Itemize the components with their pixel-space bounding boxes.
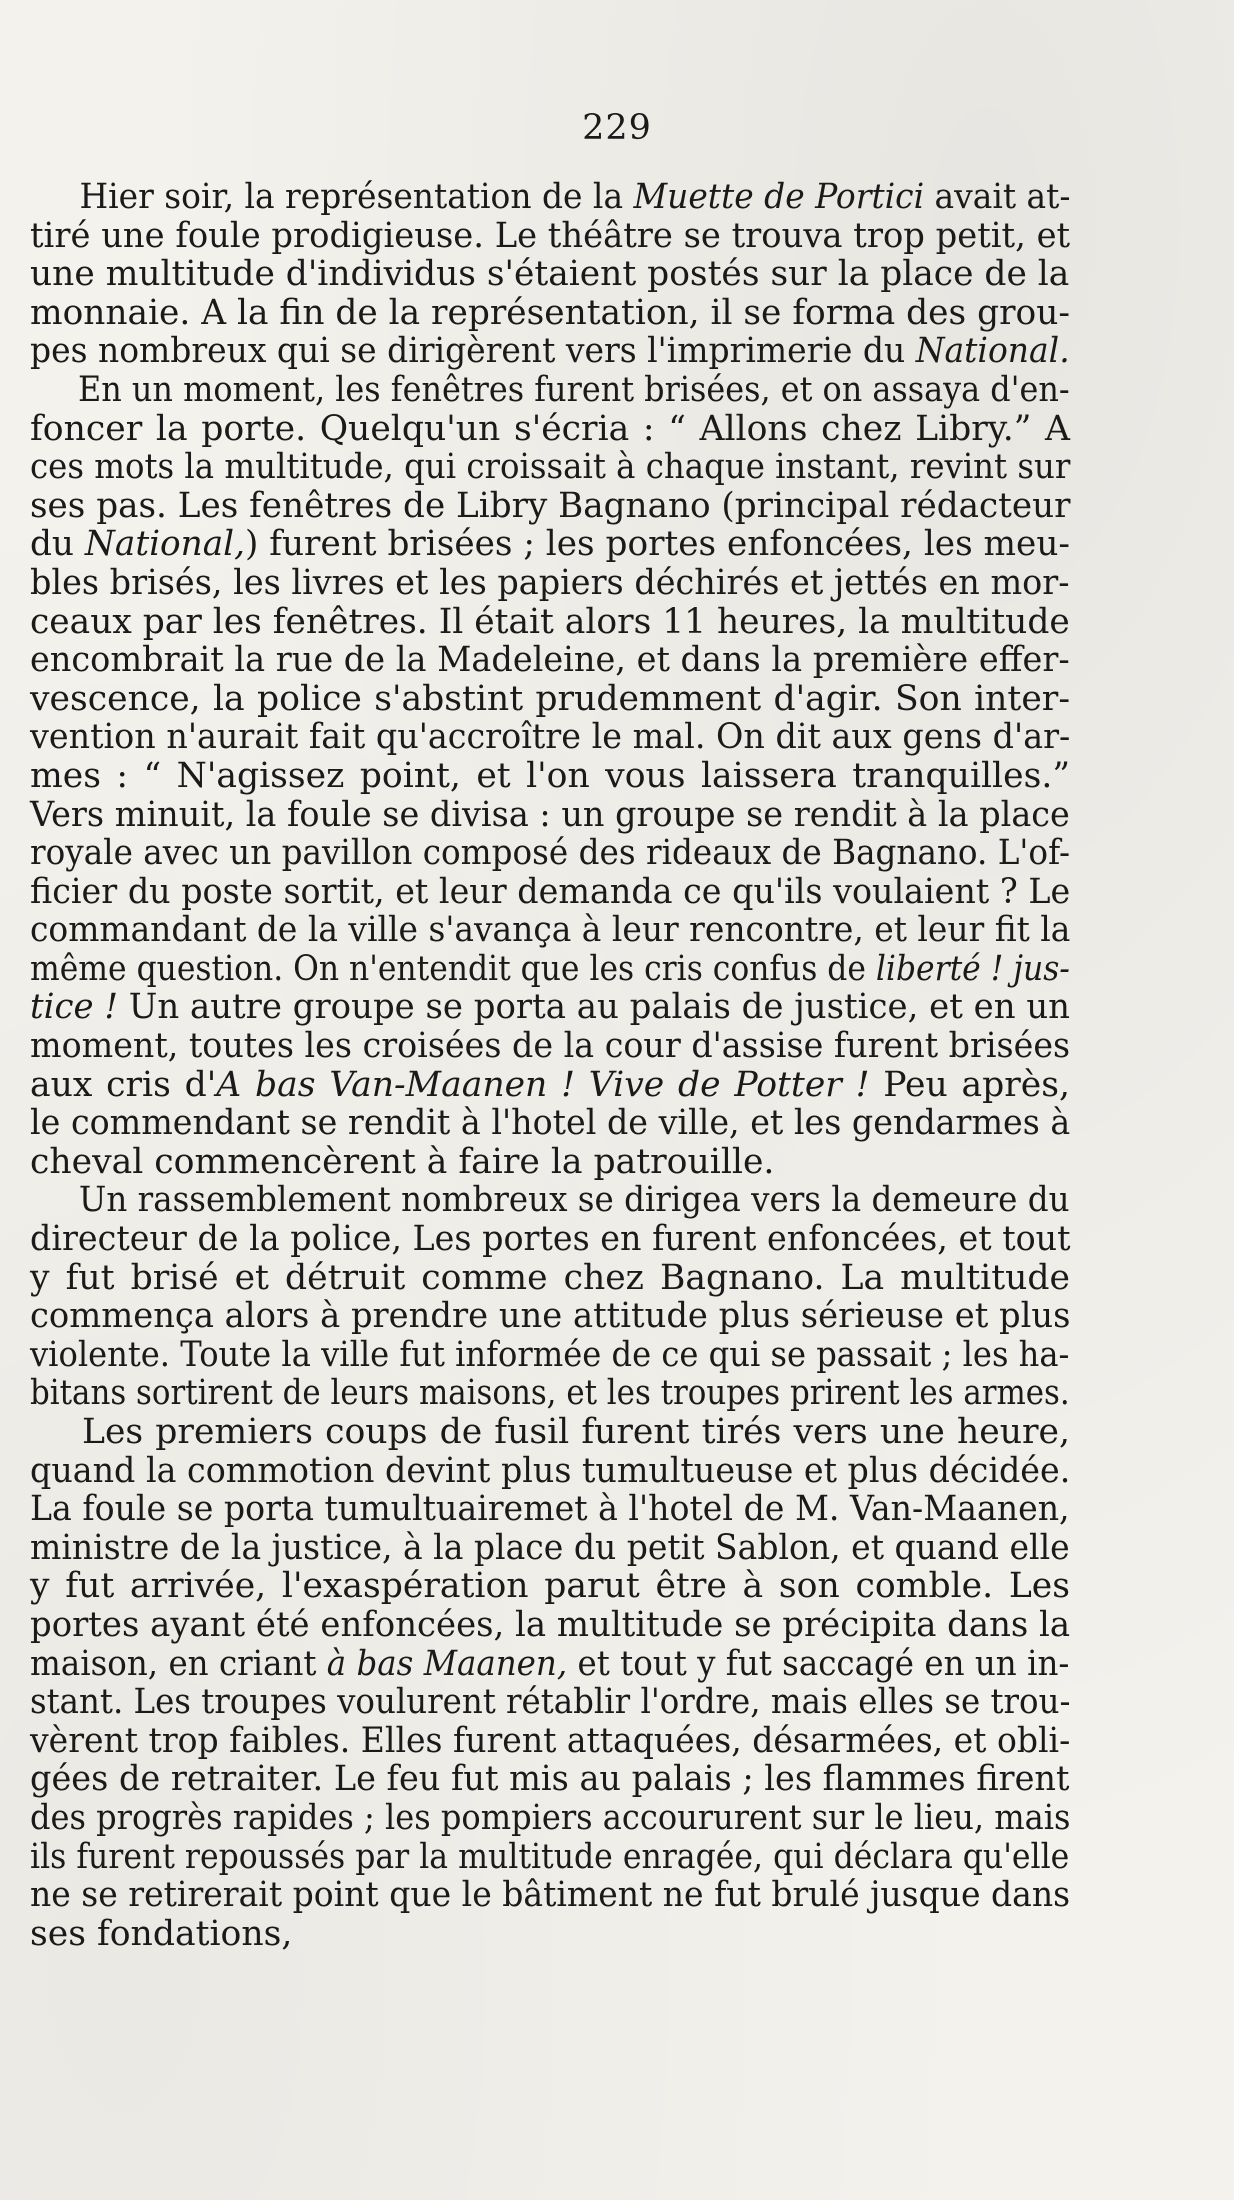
text-run: monnaie. A la fin de la représentation, il se forma des grou- [30, 292, 1070, 333]
text-line [30, 1219, 1071, 1260]
italic-run: National, [84, 524, 246, 565]
text-line [30, 1836, 1070, 1877]
text-line [30, 717, 1071, 758]
text-run: ses fondations, [30, 1913, 293, 1954]
text-run: stant. Les troupes voulurent rétablir l'ordre, mais elles se trou- [30, 1682, 1071, 1723]
text-line [30, 1296, 1071, 1337]
text-line [30, 1720, 1071, 1761]
text-run: maison, en criant [30, 1643, 327, 1684]
text-run: aux cris d' [30, 1064, 217, 1105]
text-run: avait at- [924, 177, 1071, 217]
text-line [30, 1180, 1070, 1221]
text-line [30, 1643, 1070, 1684]
italic-run: tice ! [30, 987, 118, 1028]
text-line [30, 833, 1071, 874]
text-run: bles brisés, les livres et les papiers déchirés et jettés en mor- [30, 562, 1070, 603]
page-number: 229 [582, 108, 652, 148]
text-run: En un moment, les fenêtres furent brisées, et on assaya d'en- [77, 369, 1070, 410]
text-run: commandant de la ville s'avança à leur rencontre, et leur fit la [30, 910, 1071, 951]
text-line [30, 1489, 1070, 1530]
text-run: quand la commotion devint plus tumultueuse et plus décidée. [30, 1450, 1071, 1491]
text-run: La foule se porta tumultuairemet à l'hotel de M. Van-Maanen, [30, 1489, 1070, 1530]
text-line [30, 1334, 1070, 1375]
paragraph [30, 1181, 1070, 1413]
text-line [30, 948, 1070, 989]
text-line [30, 410, 1070, 449]
text-run: y fut arrivée, l'exaspération parut être à son comble. Les [30, 1566, 1070, 1607]
text-run: directeur de la police, Les portes en furent enfoncées, et tout [30, 1219, 1071, 1260]
text-run: des progrès rapides ; les pompiers accoururent sur le lieu, mais [30, 1797, 1071, 1838]
text-line [30, 910, 1071, 951]
text-run: tiré une foule prodigieuse. Le théâtre se trouva trop petit, et [30, 215, 1071, 256]
text-run: le commendant se rendit à l'hotel de ville, et les gendarmes à [30, 1103, 1071, 1144]
text-run: ) furent brisées ; les portes enfoncées, les meu- [245, 524, 1070, 565]
text-run: bitans sortirent de leurs maisons, et les troupes prirent les armes. [30, 1373, 1070, 1414]
italic-run: liberté ! jus- [875, 948, 1070, 989]
italic-run: National. [915, 331, 1070, 372]
text-line [30, 447, 1071, 488]
text-line [30, 1759, 1070, 1800]
text-line [30, 1875, 1071, 1916]
text-line [30, 794, 1070, 835]
text-line [30, 1604, 1071, 1645]
text-line [30, 1373, 1070, 1414]
text-line [30, 1797, 1071, 1838]
text-run: du [30, 524, 85, 565]
text-line [30, 640, 1070, 681]
italic-run: à bas Maanen, [326, 1643, 568, 1684]
text-run: ne se retirerait point que le bâtiment ne fut brulé jusque dans [30, 1875, 1071, 1916]
text-line [30, 254, 1070, 295]
text-run: ceaux par les fenêtres. Il était alors 11 heures, la multitude [30, 601, 1070, 642]
text-run: ces mots la multitude, qui croissait à chaque instant, revint sur [30, 447, 1071, 488]
text-line [30, 680, 1070, 719]
text-run: ficier du poste sortit, et leur demanda ce qu'ils voulaient ? Le [30, 871, 1071, 912]
body-text [30, 178, 1070, 1953]
text-line [30, 1066, 1070, 1105]
text-line [30, 1682, 1071, 1723]
text-line [30, 1450, 1071, 1491]
text-run: cheval commencèrent à faire la patrouille. [30, 1141, 775, 1182]
text-run: Peu après, [869, 1064, 1070, 1105]
text-run: encombrait la rue de la Madeleine, et dans la première effer- [30, 640, 1070, 681]
text-run: vèrent trop faibles. Elles furent attaquées, désarmées, et obli- [30, 1720, 1071, 1761]
text-run: ministre de la justice, à la place du petit Sablon, et quand elle [30, 1527, 1070, 1568]
text-run: foncer la porte. Quelqu'un s'écria : “ Allons chez Libry.” A [30, 408, 1070, 449]
text-line [30, 562, 1070, 603]
text-run: royale avec un pavillon composé des rideaux de Bagnano. L'of- [30, 833, 1071, 874]
italic-run: Muette de Portici [633, 177, 925, 217]
text-line [30, 1259, 1070, 1298]
text-line [30, 601, 1070, 642]
text-line [30, 1413, 1070, 1452]
text-run: une multitude d'individus s'étaient postés sur la place de la [30, 254, 1070, 295]
text-run: violente. Toute la ville fut informée de ce qui se passait ; les ha- [30, 1334, 1070, 1375]
text-run: Les premiers coups de fusil furent tirés vers une heure, [82, 1412, 1070, 1452]
text-run: moment, toutes les croisées de la cour d'assise furent brisées [30, 1026, 1071, 1067]
text-line [30, 485, 1071, 526]
text-line [30, 524, 1070, 565]
text-line [30, 871, 1071, 912]
text-line [30, 1567, 1070, 1606]
text-line [30, 331, 1070, 372]
text-run: mes : “ N'agissez point, et l'on vous laissera tranquilles.” [30, 755, 1070, 796]
text-run: ils furent repoussés par la multitude enragée, qui déclara qu'elle [30, 1836, 1070, 1877]
text-run: même question. On n'entendit que les cris confus de [30, 948, 876, 989]
text-run: y fut brisé et détruit comme chez Bagnano. La multitude [30, 1257, 1070, 1298]
text-line [30, 292, 1070, 333]
text-run: Vers minuit, la foule se divisa : un groupe se rendit à la place [30, 794, 1070, 835]
text-run: et tout y fut saccagé en un in- [567, 1643, 1070, 1684]
paragraph [30, 178, 1070, 371]
text-run: portes ayant été enfoncées, la multitude se précipita dans la [30, 1604, 1071, 1645]
text-line [30, 177, 1071, 217]
text-line [30, 215, 1071, 256]
italic-run: A bas Van-Maanen ! Vive de Potter ! [216, 1064, 870, 1105]
paragraph [30, 371, 1070, 1181]
text-line [30, 1026, 1071, 1067]
text-run: Hier soir, la représentation de la [79, 177, 634, 217]
text-line [30, 1527, 1070, 1568]
text-line [30, 369, 1070, 410]
text-run: ses pas. Les fenêtres de Libry Bagnano (principal rédacteur [30, 485, 1071, 526]
text-run: gées de retraiter. Le feu fut mis au palais ; les flammes firent [30, 1759, 1070, 1800]
text-run: vention n'aurait fait qu'accroître le mal. On dit aux gens d'ar- [30, 717, 1071, 758]
text-line [30, 1143, 1070, 1182]
text-line [30, 1103, 1071, 1144]
text-line [30, 1915, 1070, 1954]
text-run: vescence, la police s'abstint prudemment d'agir. Son inter- [30, 678, 1070, 719]
text-line [30, 757, 1070, 796]
paragraph [30, 1413, 1070, 1953]
text-line [30, 987, 1071, 1028]
text-run: Un autre groupe se porta au palais de justice, et en un [117, 987, 1071, 1028]
text-run: pes nombreux qui se dirigèrent vers l'imprimerie du [30, 331, 916, 372]
text-run: commença alors à prendre une attitude plus sérieuse et plus [30, 1296, 1071, 1337]
text-run: Un rassemblement nombreux se dirigea vers la demeure du [78, 1180, 1070, 1221]
